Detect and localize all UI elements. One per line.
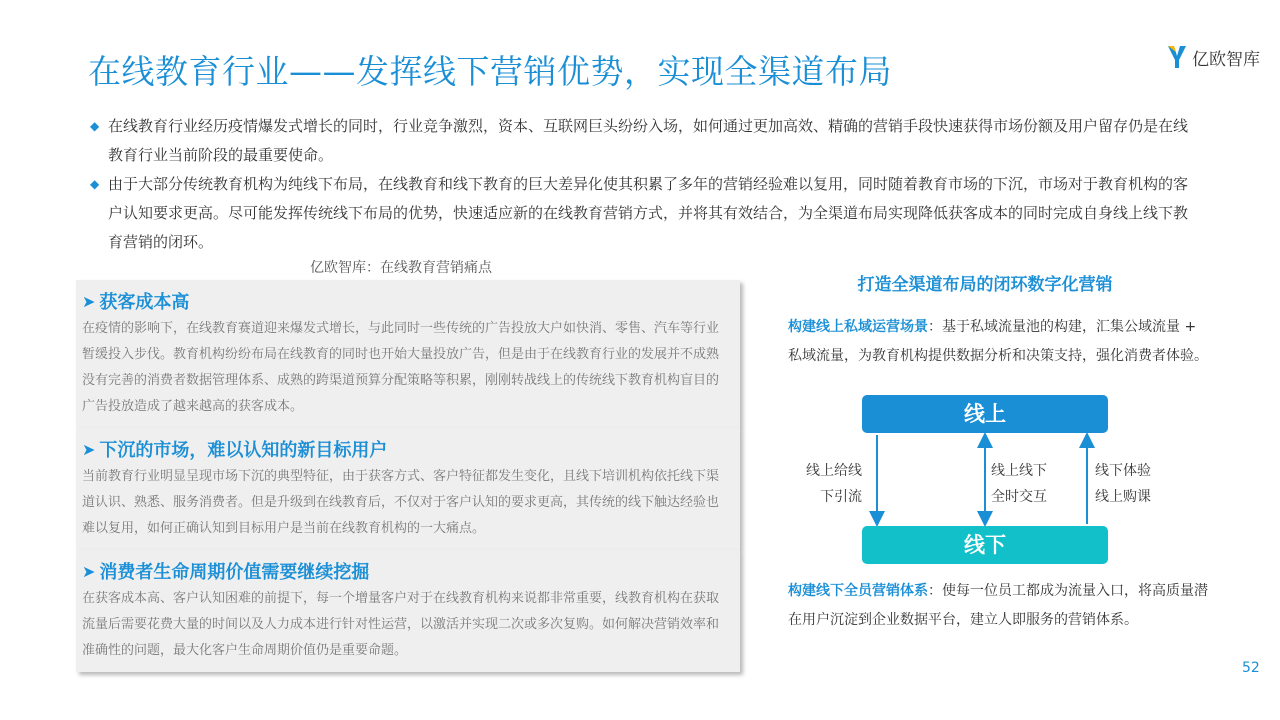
card-heading-text: 下沉的市场，难以认知的新目标用户	[99, 440, 388, 461]
bullet-text: 在线教育行业经历疫情爆发式增长的同时，行业竞争激烈，资本、互联网巨头纷纷入场，如何通过更加高效、精确的营销手段快速获得市场份额及用户留存仍是在线教育行业当前阶段的最重要使命。	[108, 117, 1189, 164]
chevron-right-icon: ➤	[82, 439, 96, 459]
flow-label-interaction: 线上线下 全时交互	[991, 463, 1047, 505]
section-caption: 亿欧智库：在线教育营销痛点	[310, 260, 492, 276]
flow-label-offline-to-online: 线下体验 线上购课	[1095, 463, 1151, 505]
online-scenario-text	[788, 313, 1208, 371]
bullet-item	[90, 112, 1200, 170]
card-heading-text: 消费者生命周期价值需要继续挖掘	[99, 562, 370, 583]
diamond-bullet-icon: ◆	[90, 177, 100, 191]
offline-system-label: 构建线下全员营销体系	[788, 583, 928, 599]
page-title: 在线教育行业——发挥线下营销优势，实现全渠道布局	[88, 52, 892, 91]
card-body: 在疫情的影响下，在线教育赛道迎来爆发式增长，与此同时一些传统的广告投放大户如快消、零售、汽车等行业暂缓投入步伐。教育机构纷纷布局在线教育的同时也开始大量投放广告，但是由于在线教育行业的发展并不成熟没有完善的消费者数据管理体系、成熟的跨渠道预算分配策略等积累，刚刚转战线上的传统线下教育机构盲目的广告投放造成了越来越高的获客成本。	[82, 321, 720, 414]
chevron-right-icon: ➤	[82, 291, 96, 311]
intro-bullets	[90, 112, 1200, 257]
pain-point-card	[76, 550, 740, 672]
bullet-item	[90, 170, 1200, 257]
card-heading-text: 获客成本高	[99, 292, 190, 313]
card-heading	[82, 436, 730, 462]
flow-label-online-to-offline: 线上给线 下引流	[806, 463, 862, 505]
online-scenario-desc: ：基于私域流量池的构建，汇集公域流量 + 私域流量，为教育机构提供数据分析和决策支持，强化消费者体验。	[788, 319, 1208, 364]
card-body: 当前教育行业明显呈现市场下沉的典型特征，由于获客方式、客户特征都发生变化，且线下培训机构依托线下渠道认识、熟悉、服务消费者。但是升级到在线教育后，不仅对于客户认知的要求更高，其传统的线下触达经验也难以复用，如何正确认知到目标用户是当前在线教育机构的一大痛点。	[82, 469, 720, 536]
logo-text: 亿欧智库	[1192, 49, 1260, 70]
offline-box: 线下	[862, 526, 1108, 564]
brand-logo	[1166, 42, 1260, 72]
pain-point-card	[76, 280, 740, 428]
card-body: 在获客成本高、客户认知困难的前提下，每一个增量客户对于在线教育机构来说都非常重要，线教育机构在获取流量后需要花费大量的时间以及人力成本进行针对性运营，以激活并实现二次或多次复购。如何解决营销效率和准确性的问题，最大化客户生命周期价值仍是重要命题。	[82, 591, 720, 658]
flow-arrows	[862, 433, 1108, 526]
pain-point-card	[76, 428, 740, 550]
diamond-bullet-icon: ◆	[90, 119, 100, 133]
chevron-right-icon: ➤	[82, 561, 96, 581]
omnichannel-title: 打造全渠道布局的闭环数字化营销	[857, 275, 1113, 295]
card-heading	[82, 558, 730, 584]
bullet-text: 由于大部分传统教育机构为纯线下布局，在线教育和线下教育的巨大差异化使其积累了多年的营销经验难以复用，同时随着教育市场的下沉，市场对于教育机构的客户认知要求更高。尽可能发挥传统线下布局的优势，快速适应新的在线教育营销方式，并将其有效结合，为全渠道布局实现降低获客成本的同时完成自身线上线下教育营销的闭环。	[108, 175, 1189, 251]
online-box: 线上	[862, 395, 1108, 433]
offline-system-desc: ：使每一位员工都成为流量入口，将高质量潜在用户沉淀到企业数据平台，建立人即服务的营销体系。	[788, 583, 1208, 628]
online-scenario-label: 构建线上私域运营场景	[788, 319, 928, 335]
card-heading	[82, 288, 730, 314]
page-number: 52	[1242, 660, 1260, 676]
offline-system-text	[788, 577, 1208, 635]
iyiou-logo-icon	[1166, 44, 1188, 70]
